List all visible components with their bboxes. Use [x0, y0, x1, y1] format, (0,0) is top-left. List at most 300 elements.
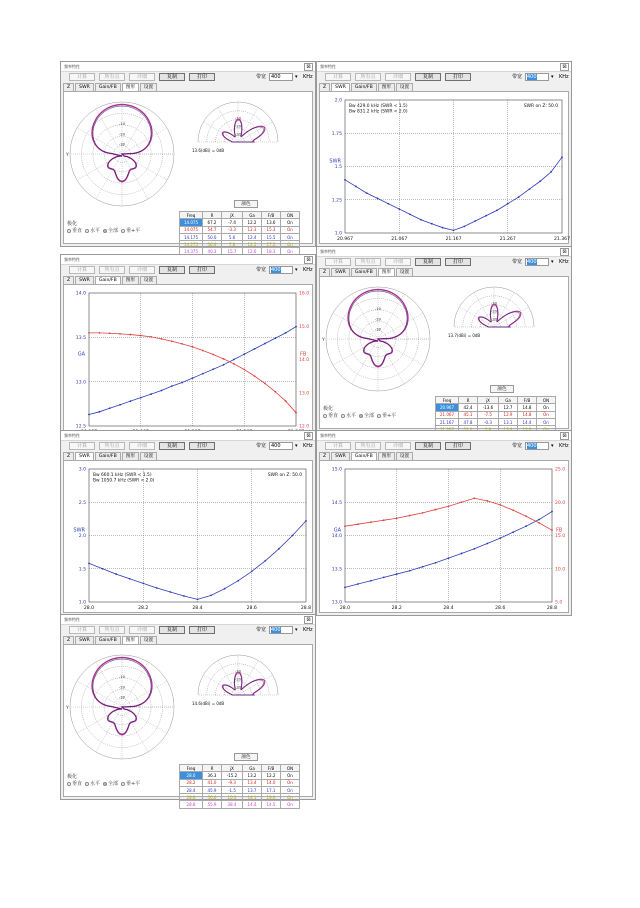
table-row[interactable] [436, 418, 556, 425]
table-row[interactable] [180, 801, 300, 808]
table-header-row [436, 397, 556, 404]
close-icon[interactable]: ⊠ [304, 256, 313, 264]
unit-label: KHz [303, 443, 313, 449]
polar-tick-label: -30 [234, 684, 242, 690]
data-point [561, 156, 563, 158]
tab-2[interactable]: SWR [331, 452, 350, 460]
bandwidth-select[interactable] [269, 266, 293, 274]
polarization-radio-4[interactable] [121, 227, 140, 234]
toolbar-button-1[interactable]: 计算 [69, 266, 95, 274]
data-point [344, 179, 346, 181]
tab-3[interactable]: Gain/FB [351, 83, 377, 91]
y-axis-label: SWR [329, 158, 341, 165]
unit-label: KHz [303, 74, 313, 80]
tab-bar [63, 83, 158, 91]
polarization-radio-4[interactable] [121, 780, 140, 787]
chevron-down-icon[interactable]: ▾ [295, 627, 298, 633]
table-cell: On [281, 786, 300, 793]
table-header-cell: ON [281, 212, 300, 219]
window-title-bar [61, 615, 315, 625]
data-point [202, 373, 204, 375]
radio-icon [67, 229, 71, 233]
toolbar-button-3[interactable]: 详细 [129, 73, 155, 81]
window-title: 频率特性 [320, 433, 336, 438]
freq-window-5 [60, 430, 316, 616]
data-point [129, 578, 131, 580]
chart-svg [320, 461, 570, 614]
tab-1[interactable]: Z [319, 83, 330, 91]
data-point [461, 553, 463, 555]
data-point [202, 350, 204, 352]
bandwidth-info-text: Bw 429.0 kHz (SWR < 1.5) [349, 104, 408, 109]
table-row[interactable] [180, 786, 300, 793]
gain-reference-label: 14.6(dBi) = 0dB [192, 701, 225, 706]
table-row[interactable] [180, 219, 300, 226]
tab-3[interactable]: Gain/FB [95, 276, 121, 284]
table-header-cell: Ga [243, 212, 262, 219]
tab-4[interactable]: 图形 [122, 276, 139, 284]
data-point [181, 343, 183, 345]
content-panel [63, 460, 313, 613]
data-point [130, 400, 132, 402]
data-point [292, 535, 294, 537]
y2-tick-label: 5.0 [555, 600, 563, 606]
polarization-group [67, 773, 143, 787]
toolbar-button-2[interactable]: 所有点 [355, 258, 381, 266]
window-title-bar [317, 62, 571, 72]
polarization-radio-2[interactable] [85, 780, 100, 787]
tab-4[interactable]: 图形 [122, 636, 139, 644]
toolbar-button-1[interactable]: 计算 [325, 258, 351, 266]
toolbar-button-1[interactable]: 计算 [69, 626, 95, 634]
polar-tick-label: -20 [374, 316, 382, 322]
data-point [156, 587, 158, 589]
table-cell: 14.275 [180, 241, 203, 248]
table-cell: 13.7 [243, 786, 262, 793]
toolbar-button-5[interactable]: 打印 [189, 442, 215, 450]
tab-2[interactable]: SWR [331, 268, 350, 276]
data-point [420, 219, 422, 221]
frequency-table [179, 211, 300, 256]
table-row[interactable] [436, 404, 556, 411]
x-tick-label: 21.267 [499, 237, 516, 242]
tab-3[interactable]: Gain/FB [351, 268, 377, 276]
tab-5[interactable]: 设置 [396, 83, 413, 91]
toolbar-button-3[interactable]: 详细 [129, 266, 155, 274]
table-cell: 5.6 [222, 233, 243, 240]
tab-5[interactable]: 设置 [140, 452, 157, 460]
polar-tick-label: -30 [118, 694, 126, 700]
table-cell: 28.8 [180, 801, 203, 808]
freq-window-1 [60, 61, 316, 255]
data-point [435, 562, 437, 564]
table-cell: 28.6 [180, 794, 203, 801]
window-title: 频率特性 [64, 64, 80, 69]
content-panel [63, 91, 313, 255]
close-icon[interactable]: ⊠ [304, 63, 313, 71]
table-cell: 14.175 [180, 233, 203, 240]
tab-3[interactable]: Gain/FB [95, 636, 121, 644]
data-point [243, 369, 245, 371]
polarization-radio-3[interactable] [359, 412, 374, 419]
table-cell: 56.9 [203, 241, 222, 248]
table-cell: 13.1 [499, 418, 518, 425]
tab-1[interactable]: Z [63, 452, 74, 460]
chevron-down-icon[interactable]: ▾ [551, 443, 554, 449]
data-point [344, 525, 346, 527]
tab-5[interactable]: 设置 [140, 276, 157, 284]
window-title-bar [317, 247, 571, 257]
toolbar-button-3[interactable]: 详细 [385, 258, 411, 266]
chevron-down-icon[interactable]: ▾ [551, 74, 554, 80]
toolbar-button-5[interactable]: 打印 [189, 626, 215, 634]
table-cell: On [281, 226, 300, 233]
polar-tick-label: -30 [118, 141, 126, 147]
tab-4[interactable]: 图形 [378, 268, 395, 276]
toolbar-button-1[interactable]: 计算 [69, 442, 95, 450]
table-row[interactable] [180, 794, 300, 801]
table-cell: 14.8 [518, 411, 537, 418]
close-icon[interactable]: ⊠ [560, 432, 569, 440]
tab-4[interactable]: 图形 [122, 83, 139, 91]
table-cell: 42.4 [459, 404, 478, 411]
toolbar-button-3[interactable]: 详细 [129, 626, 155, 634]
data-point [274, 391, 276, 393]
data-point [538, 522, 540, 524]
gain-reference-label: 13.6(dBi) = 0dB [192, 148, 225, 153]
toolbar-button-5[interactable]: 打印 [445, 258, 471, 266]
y-tick-label: 14.5 [331, 500, 342, 506]
polarization-radio-4[interactable] [377, 412, 396, 419]
polar-tick-label: -10 [234, 115, 242, 121]
x-tick-label: 28.0 [83, 606, 95, 611]
bandwidth-value: 400 [271, 443, 281, 449]
window-title: 频率特性 [64, 257, 80, 262]
y2-tick-label: 13.0 [299, 391, 310, 397]
data-point [274, 337, 276, 339]
table-cell: 12.2 [243, 219, 262, 226]
toolbar-button-3[interactable]: 详细 [129, 442, 155, 450]
toolbar-button-2[interactable]: 所有点 [99, 442, 125, 450]
table-cell: 19.0 [262, 794, 281, 801]
chevron-down-icon[interactable]: ▾ [295, 267, 298, 273]
y2-tick-label: 15.0 [555, 534, 566, 540]
unit-label: KHz [559, 259, 569, 265]
data-point [383, 519, 385, 521]
table-row[interactable] [180, 772, 300, 779]
tab-4[interactable]: 图形 [378, 83, 395, 91]
chart-svg [320, 92, 570, 245]
table-row[interactable] [180, 241, 300, 248]
polarization-option-label: 水平 [90, 781, 101, 787]
chevron-down-icon[interactable]: ▾ [295, 74, 298, 80]
close-icon[interactable]: ⊠ [560, 248, 569, 256]
y-tick-label: 13.5 [75, 335, 86, 341]
polarization-radio-1[interactable] [67, 227, 82, 234]
data-point [422, 566, 424, 568]
polar-tick-label: -10 [234, 668, 242, 674]
tab-2[interactable]: SWR [75, 276, 94, 284]
data-point [377, 198, 379, 200]
color-button[interactable]: 颜色 [234, 200, 258, 208]
tab-1[interactable]: Z [319, 452, 330, 460]
data-point [499, 537, 501, 539]
data-point [453, 229, 455, 231]
bandwidth-value: 400 [271, 627, 281, 633]
table-cell: 55.9 [203, 801, 222, 808]
toolbar-button-2[interactable]: 所有点 [355, 442, 381, 450]
polarization-option-label: 垂直 [72, 228, 83, 234]
window-title-bar [61, 62, 315, 72]
toolbar-button-1[interactable]: 计算 [325, 73, 351, 81]
tab-3[interactable]: Gain/FB [351, 452, 377, 460]
data-point [473, 548, 475, 550]
data-point [102, 568, 104, 570]
tab-bar [63, 276, 158, 284]
bandwidth-select[interactable] [525, 258, 549, 266]
chart-svg [64, 461, 314, 614]
polarization-option-label: 全部 [364, 413, 375, 419]
content-panel [319, 91, 569, 244]
toolbar-button-4[interactable]: 复制 [159, 266, 185, 274]
toolbar-button-4[interactable]: 复制 [159, 73, 185, 81]
data-point [169, 591, 171, 593]
tab-bar [63, 636, 158, 644]
data-point [295, 412, 297, 414]
tab-3[interactable]: Gain/FB [95, 83, 121, 91]
y-axis-label: GA [333, 527, 341, 534]
data-point [448, 505, 450, 507]
radio-icon [341, 414, 345, 418]
tab-5[interactable]: 设置 [396, 268, 413, 276]
toolbar-button-4[interactable]: 复制 [159, 442, 185, 450]
freq-window-6 [316, 430, 572, 616]
table-row[interactable] [180, 779, 300, 786]
polarization-radio-1[interactable] [323, 412, 338, 419]
toolbar-button-4[interactable]: 复制 [415, 258, 441, 266]
frequency-table [179, 764, 300, 809]
x-tick-label: 28.6 [246, 606, 257, 611]
tab-4[interactable]: 图形 [378, 452, 395, 460]
data-point [485, 215, 487, 217]
table-row[interactable] [180, 233, 300, 240]
tab-5[interactable]: 设置 [140, 636, 157, 644]
table-header-row [180, 212, 300, 219]
toolbar-button-5[interactable]: 打印 [189, 73, 215, 81]
polarization-radio-1[interactable] [67, 780, 82, 787]
table-row[interactable] [180, 226, 300, 233]
bandwidth-select[interactable] [269, 73, 293, 81]
tab-2[interactable]: SWR [75, 452, 94, 460]
polarization-radio-3[interactable] [103, 780, 118, 787]
polarization-option-label: 垂+平 [126, 228, 141, 234]
y-tick-label: 1.75 [331, 131, 342, 137]
close-icon[interactable]: ⊠ [304, 432, 313, 440]
data-point [171, 385, 173, 387]
table-cell: 45.9 [203, 786, 222, 793]
table-cell: -1.5 [222, 786, 243, 793]
polarization-options [67, 780, 143, 787]
table-row[interactable] [436, 411, 556, 418]
table-cell: 10.3 [222, 794, 243, 801]
table-cell: 20.967 [436, 404, 459, 411]
bandwidth-info-text: Bw 1050.7 kHz (SWR < 2.0) [93, 478, 155, 484]
x-tick-label: 28.4 [192, 606, 203, 611]
data-point [150, 336, 152, 338]
freq-window-4 [316, 246, 572, 432]
polarization-option-label: 垂+平 [382, 413, 397, 419]
toolbar [63, 73, 313, 81]
table-header-cell: ON [537, 397, 556, 404]
table-cell: On [281, 248, 300, 255]
table-cell: 18.3 [262, 248, 281, 255]
table-cell: On [281, 794, 300, 801]
tab-2[interactable]: SWR [331, 83, 350, 91]
x-tick-label: 20.967 [336, 237, 354, 242]
toolbar-button-3[interactable]: 详细 [385, 73, 411, 81]
table-cell: 14.375 [180, 248, 203, 255]
data-point [88, 563, 90, 565]
table-cell: On [281, 219, 300, 226]
y2-tick-label: 15.0 [299, 324, 310, 330]
bandwidth-value: 400 [527, 259, 537, 265]
toolbar-button-2[interactable]: 所有点 [99, 73, 125, 81]
data-point [88, 332, 90, 334]
table-cell: -15.2 [222, 772, 243, 779]
table-cell: 36.3 [203, 772, 222, 779]
toolbar [63, 626, 313, 634]
table-header-cell: jX [222, 212, 243, 219]
bandwidth-select[interactable] [269, 626, 293, 634]
toolbar-button-4[interactable]: 复制 [159, 626, 185, 634]
toolbar-button-1[interactable]: 计算 [69, 73, 95, 81]
data-point [448, 557, 450, 559]
table-cell: 14.1 [243, 794, 262, 801]
color-button[interactable]: 颜色 [490, 385, 514, 393]
data-point [398, 208, 400, 210]
data-point [409, 570, 411, 572]
bandwidth-select[interactable] [269, 442, 293, 450]
y2-tick-label: 12.0 [299, 424, 310, 430]
chevron-down-icon[interactable]: ▾ [295, 443, 298, 449]
content-panel [319, 460, 569, 613]
data-point [507, 203, 509, 205]
tab-1[interactable]: Z [63, 83, 74, 91]
table-cell: 17.1 [262, 786, 281, 793]
table-cell: 14.4 [518, 418, 537, 425]
y2-tick-label: 16.0 [299, 291, 310, 297]
x-tick-label: 21.067 [391, 237, 408, 242]
data-point [344, 586, 346, 588]
table-cell: 38.4 [222, 801, 243, 808]
radio-icon [103, 229, 107, 233]
bandwidth-select[interactable] [525, 442, 549, 450]
data-point [264, 383, 266, 385]
y-tick-label: 13.0 [331, 600, 342, 606]
tab-5[interactable]: 设置 [140, 83, 157, 91]
data-point [212, 368, 214, 370]
polarization-option-label: 垂直 [328, 413, 339, 419]
y-tick-label: 3.0 [78, 467, 86, 473]
table-cell: -9.3 [222, 779, 243, 786]
y2-tick-label: 20.0 [555, 500, 566, 506]
bandwidth-select[interactable] [525, 73, 549, 81]
window-title: 频率特性 [320, 249, 336, 254]
tab-1[interactable]: Z [63, 276, 74, 284]
toolbar-button-1[interactable]: 计算 [325, 442, 351, 450]
table-header-cell: F/B [518, 397, 537, 404]
polar-tick-label: -10 [490, 300, 498, 306]
data-point [357, 583, 359, 585]
close-icon[interactable]: ⊠ [560, 63, 569, 71]
table-cell: On [537, 418, 556, 425]
close-icon[interactable]: ⊠ [304, 616, 313, 624]
y-tick-label: 13.0 [75, 380, 86, 386]
data-point [243, 353, 245, 355]
table-header-cell: R [459, 397, 478, 404]
polar-tick-label: -20 [118, 684, 126, 690]
toolbar-button-5[interactable]: 打印 [445, 442, 471, 450]
tab-bar [63, 452, 158, 460]
data-point [278, 548, 280, 550]
bandwidth-label: 带宽 [512, 74, 523, 80]
toolbar-button-5[interactable]: 打印 [445, 73, 471, 81]
tab-4[interactable]: 图形 [122, 452, 139, 460]
data-point [140, 397, 142, 399]
table-cell: 50.0 [203, 233, 222, 240]
bandwidth-label: 带宽 [256, 443, 267, 449]
tab-3[interactable]: Gain/FB [95, 452, 121, 460]
data-point [285, 332, 287, 334]
toolbar-button-2[interactable]: 所有点 [99, 626, 125, 634]
chevron-down-icon[interactable]: ▾ [551, 259, 554, 265]
toolbar-button-2[interactable]: 所有点 [355, 73, 381, 81]
table-cell: 14.075 [180, 226, 203, 233]
tab-1[interactable]: Z [63, 636, 74, 644]
toolbar-button-2[interactable]: 所有点 [99, 266, 125, 274]
tab-2[interactable]: SWR [75, 636, 94, 644]
tab-2[interactable]: SWR [75, 83, 94, 91]
color-button[interactable]: 颜色 [234, 753, 258, 761]
toolbar-button-3[interactable]: 详细 [385, 442, 411, 450]
table-cell: 21.167 [436, 418, 459, 425]
toolbar-button-4[interactable]: 复制 [415, 442, 441, 450]
y-tick-label: 14.0 [75, 291, 86, 297]
data-point [181, 382, 183, 384]
data-point [538, 519, 540, 521]
table-cell: 12.2 [262, 772, 281, 779]
polarization-radio-3[interactable] [103, 227, 118, 234]
table-header-cell: Freq [180, 765, 203, 772]
polarization-radio-2[interactable] [341, 412, 356, 419]
toolbar-button-5[interactable]: 打印 [189, 266, 215, 274]
data-point [119, 333, 121, 335]
polar-tick-label: -20 [234, 123, 242, 129]
tab-5[interactable]: 设置 [396, 452, 413, 460]
tab-1[interactable]: Z [319, 268, 330, 276]
data-point [251, 571, 253, 573]
polarization-option-label: 垂直 [72, 781, 83, 787]
data-point [409, 213, 411, 215]
table-cell: 67.2 [203, 219, 222, 226]
polarization-radio-2[interactable] [85, 227, 100, 234]
toolbar [319, 73, 569, 81]
toolbar-button-4[interactable]: 复制 [415, 73, 441, 81]
table-cell: -0.3 [478, 418, 499, 425]
data-point [305, 520, 307, 522]
table-cell: 12.7 [499, 404, 518, 411]
data-point [224, 588, 226, 590]
